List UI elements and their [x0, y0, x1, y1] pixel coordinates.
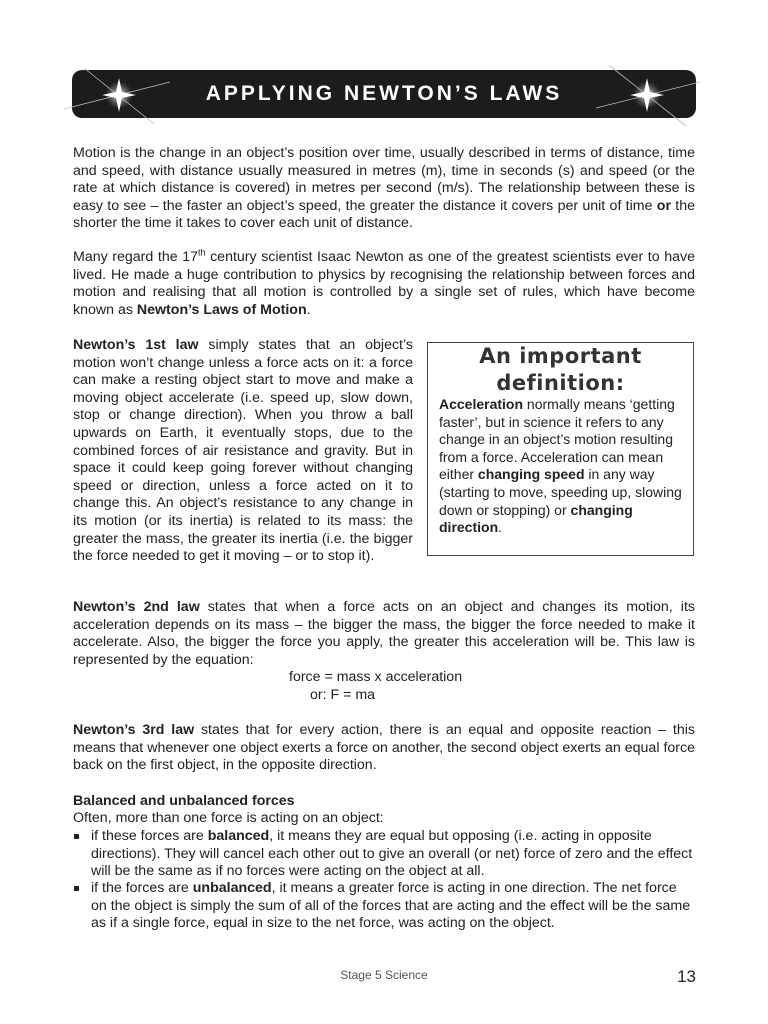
newton-text-end: .: [306, 301, 311, 318]
footer-label: Stage 5 Science: [340, 968, 428, 982]
definition-title-line2: definition:: [496, 371, 625, 395]
balanced-bullet-text-end: , it means they are equal but opposing (i.e. acting in opposite directions). They will cancel each other out to give an overall (or net) force of zero and the effect will be the same as if no forces were acting on the object at all.: [91, 828, 693, 880]
changing-speed-term: changing speed: [477, 466, 585, 483]
bullet-icon: [74, 886, 79, 891]
unbalanced-bullet: [91, 880, 695, 933]
first-law-paragraph: [73, 337, 413, 566]
third-law-paragraph: [73, 722, 695, 775]
intro-bold-or: or: [656, 197, 671, 214]
sparkle-star-icon: [592, 60, 702, 130]
definition-body: [439, 396, 689, 537]
second-law-text: states that when a force acts on an object and changes its motion, its acceleration depends on its mass – the bigger the mass, the bigger the force needed to make it accelerate. Also, the bigger the force you apply, the greater this acceleration will be. This law is represented by the equation:: [73, 599, 695, 668]
definition-box: [427, 342, 694, 556]
balanced-term: balanced: [207, 828, 270, 844]
unbalanced-term: unbalanced: [192, 880, 272, 896]
intro-text-end: the shorter the time it takes to cover each unit of distance.: [73, 197, 695, 232]
newton-paragraph: [73, 249, 695, 319]
second-law-label: Newton’s 2nd law: [73, 599, 200, 615]
intro-paragraph: [73, 145, 695, 233]
first-law-label: Newton’s 1st law: [73, 337, 199, 353]
balanced-bullet-text: if these forces are: [91, 828, 208, 844]
definition-term: Acceleration: [439, 396, 524, 412]
third-law-text: states that for every action, there is an equal and opposite reaction – this means that whenever one object exerts a force on another, the second object exerts an equal force back on the first object, in the opposite direction.: [73, 722, 695, 774]
equation-words: force = mass x acceleration: [289, 669, 463, 685]
newton-text: Many regard the 17: [73, 249, 198, 265]
unbalanced-bullet-text-end: , it means a greater force is acting in one direction. The net force on the object is simply the sum of all of the forces that are acting and the effect will be the same as if a single force, equal in size to the net force, was acting on the object.: [91, 880, 691, 932]
intro-text: Motion is the change in an object’s position over time, usually described in terms of distance, time and speed, with distance usually measured in metres (m), time in seconds (s) and speed (or the rate at which distance is covered) in metres per second (m/s). The relationship between these is easy to see – the faster an object’s speed, the greater the distance it covers per unit of time: [73, 145, 695, 214]
bullet-icon: [74, 834, 79, 839]
equation-symbols: or: F = ma: [310, 687, 376, 703]
definition-text-end: .: [498, 519, 503, 536]
definition-title: [428, 343, 693, 397]
ordinal-superscript: th: [197, 247, 206, 258]
balanced-forces-intro: Often, more than one force is acting on an object:: [73, 810, 384, 826]
definition-text: normally means ‘getting faster’, but in science it refers to any change in an object’s motion resulting from a force. Acceleration can mean either: [439, 396, 675, 483]
unbalanced-bullet-text: if the forces are: [91, 880, 193, 896]
second-law-paragraph: [73, 599, 695, 669]
balanced-forces-heading: Balanced and unbalanced forces: [73, 793, 295, 809]
third-law-label: Newton’s 3rd law: [73, 722, 195, 738]
newton-text-cont: century scientist Isaac Newton as one of the greatest scientists ever to have lived. He made a huge contribution to physics by recognising the relationship between forces and motion and realising that all motion is controlled by a single set of rules, which have become known as: [73, 249, 695, 318]
changing-direction-term: changing direction: [439, 501, 633, 536]
definition-text-cont: in any way (starting to move, speeding up, slowing down or stopping) or: [439, 466, 682, 518]
first-law-text: simply states that an object’s motion won’t change unless a force acts on it: a force can make a resting object start to move and make a moving object accelerate (i.e. speed up, slow down, stop or change direction). When you throw a ball upwards on Earth, it eventually stops, due to the combined forces of air resistance and gravity. But in space it could keep going forever without changing speed or direction, unless a force acted on it to change this. An object’s resistance to any change in its motion (or its inertia) is related to its mass: the greater the mass, the greater its inertia (i.e. the bigger the force needed to get it moving – or to stop it).: [73, 337, 413, 565]
definition-title-line1: An important: [479, 344, 642, 368]
page-title: APPLYING NEWTON’S LAWS: [205, 82, 563, 105]
balanced-bullet: [91, 828, 695, 881]
sparkle-star-icon: [62, 60, 172, 130]
page-number: 13: [677, 967, 696, 986]
laws-of-motion-term: Newton’s Laws of Motion: [136, 301, 307, 318]
